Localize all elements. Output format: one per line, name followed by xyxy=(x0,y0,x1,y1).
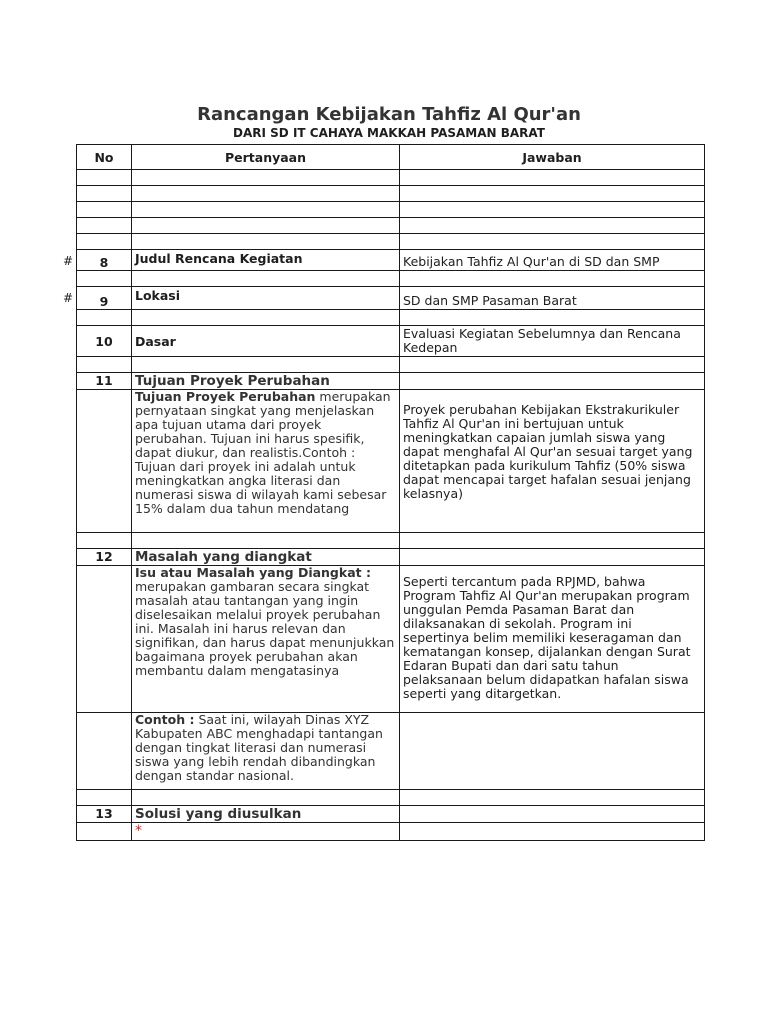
empty-cell xyxy=(77,533,132,549)
policy-table xyxy=(76,144,705,841)
empty-cell xyxy=(77,790,132,806)
description-text: merupakan pernyataan singkat yang menjelaskan apa tujuan utama dari proyek perubahan. Tujuan ini harus spesifik, dapat diukur, dan realistis.Contoh : Tujuan dari proyek ini adalah untuk meningkatkan angka literasi dan numerasi siswa di wilayah kami sebesar 15% dalam dua tahun mendatang xyxy=(135,389,391,516)
description-cell xyxy=(132,566,400,713)
table-row-11-heading xyxy=(77,373,705,390)
header-row xyxy=(77,145,705,170)
empty-cell xyxy=(132,186,400,202)
row-number: 10 xyxy=(77,326,132,357)
empty-cell xyxy=(77,218,132,234)
marker-cell xyxy=(132,823,400,841)
empty-cell xyxy=(400,533,705,549)
blank-row xyxy=(77,170,705,186)
empty-cell xyxy=(400,357,705,373)
document-subtitle: DARI SD IT CAHAYA MAKKAH PASAMAN BARAT xyxy=(233,126,545,140)
header-question: Pertanyaan xyxy=(132,145,400,170)
empty-cell xyxy=(400,202,705,218)
empty-cell xyxy=(77,566,132,713)
empty-cell xyxy=(77,202,132,218)
blank-row xyxy=(77,186,705,202)
empty-cell xyxy=(400,170,705,186)
term-label: Isu atau Masalah yang Diangkat xyxy=(135,565,362,580)
empty-cell xyxy=(132,271,400,287)
example-cell xyxy=(132,713,400,790)
blank-row xyxy=(77,234,705,250)
term-label: Tujuan Proyek Perubahan xyxy=(135,389,316,404)
header-answer: Jawaban xyxy=(400,145,705,170)
header-no: No xyxy=(77,145,132,170)
answer-cell: Seperti tercantum pada RPJMD, bahwa Program Tahfiz Al Qur'an merupakan program unggulan Pemda Pasaman Barat dan dilaksanakan di sekolah. Program ini sepertinya belim memiliki keseragaman dan kematangan konsep, dijalankan dengan Surat Edaran Bupati dan dari satu tahun pelaksanaan belum didapatkan hafalan siswa seperti yang ditargetkan. xyxy=(400,566,705,713)
empty-cell xyxy=(132,310,400,326)
table-row-12-detail xyxy=(77,566,705,713)
empty-cell xyxy=(400,310,705,326)
empty-cell xyxy=(77,234,132,250)
example-text: Saat ini, wilayah Dinas XYZ Kabupaten ABC menghadapi tantangan dengan tingkat literasi dan numerasi siswa yang lebih rendah dibandingkan dengan standar nasional. xyxy=(135,712,383,783)
blank-row xyxy=(77,357,705,373)
description-cell xyxy=(132,390,400,533)
table-row-12-heading xyxy=(77,549,705,566)
blank-row xyxy=(77,202,705,218)
blank-row xyxy=(77,271,705,287)
table-row-13-heading xyxy=(77,806,705,823)
empty-cell xyxy=(77,271,132,287)
blank-row xyxy=(77,218,705,234)
empty-cell xyxy=(77,170,132,186)
empty-cell xyxy=(400,234,705,250)
empty-cell xyxy=(77,357,132,373)
section-heading: Solusi yang diusulkan xyxy=(132,806,400,823)
row-9-hash-marker: # xyxy=(63,291,74,305)
row-number: 12 xyxy=(77,549,132,566)
row-number: 13 xyxy=(77,806,132,823)
row-number: 9 xyxy=(77,287,132,310)
answer-cell: SD dan SMP Pasaman Barat xyxy=(400,287,705,310)
empty-cell xyxy=(400,373,705,390)
answer-cell: Evaluasi Kegiatan Sebelumnya dan Rencana Kedepan xyxy=(400,326,705,357)
empty-cell xyxy=(77,310,132,326)
answer-cell: Proyek perubahan Kebijakan Ekstrakurikuler Tahfiz Al Qur'an ini bertujuan untuk meningkatkan capaian jumlah siswa yang dapat menghafal Al Qur'an sesuai target yang ditetapkan pada kurikulum Tahfiz (50% siswa dapat mencapai target hafalan sesuai jenjang kelasnya) xyxy=(400,390,705,533)
empty-cell xyxy=(132,234,400,250)
question-cell: Dasar xyxy=(132,326,400,357)
required-marker: * xyxy=(135,823,142,839)
empty-cell xyxy=(77,390,132,533)
section-heading: Tujuan Proyek Perubahan xyxy=(132,373,400,390)
answer-cell: Kebijakan Tahfiz Al Qur'an di SD dan SMP xyxy=(400,250,705,271)
table-row-12-example xyxy=(77,713,705,790)
term-suffix: : xyxy=(361,565,371,580)
row-8-hash-marker: # xyxy=(63,254,74,268)
blank-row xyxy=(77,310,705,326)
empty-cell xyxy=(132,790,400,806)
example-label: Contoh : xyxy=(135,712,195,727)
table-row-8 xyxy=(77,250,705,271)
empty-cell xyxy=(77,823,132,841)
empty-cell xyxy=(400,549,705,566)
empty-cell xyxy=(132,202,400,218)
empty-cell xyxy=(77,713,132,790)
table-row-13-detail xyxy=(77,823,705,841)
row-number: 11 xyxy=(77,373,132,390)
empty-cell xyxy=(400,806,705,823)
blank-row xyxy=(77,533,705,549)
section-heading: Masalah yang diangkat xyxy=(132,549,400,566)
empty-cell xyxy=(400,790,705,806)
document-title: Rancangan Kebijakan Tahfiz Al Qur'an xyxy=(197,104,581,125)
question-cell: Judul Rencana Kegiatan xyxy=(132,250,400,271)
empty-cell xyxy=(132,533,400,549)
empty-cell xyxy=(132,357,400,373)
description-text: merupakan gambaran secara singkat masalah atau tantangan yang ingin diselesaikan melalui proyek perubahan ini. Masalah ini harus relevan dan signifikan, dan harus dapat menunjukkan bagaimana proyek perubahan akan membantu dalam mengatasinya xyxy=(135,579,395,678)
empty-cell xyxy=(77,186,132,202)
blank-row xyxy=(77,790,705,806)
empty-cell xyxy=(132,170,400,186)
table-row-11-detail xyxy=(77,390,705,533)
row-number: 8 xyxy=(77,250,132,271)
table-row-10 xyxy=(77,326,705,357)
empty-cell xyxy=(400,186,705,202)
empty-cell xyxy=(400,713,705,790)
empty-cell xyxy=(400,823,705,841)
table-row-9 xyxy=(77,287,705,310)
empty-cell xyxy=(400,218,705,234)
question-cell: Lokasi xyxy=(132,287,400,310)
empty-cell xyxy=(400,271,705,287)
empty-cell xyxy=(132,218,400,234)
